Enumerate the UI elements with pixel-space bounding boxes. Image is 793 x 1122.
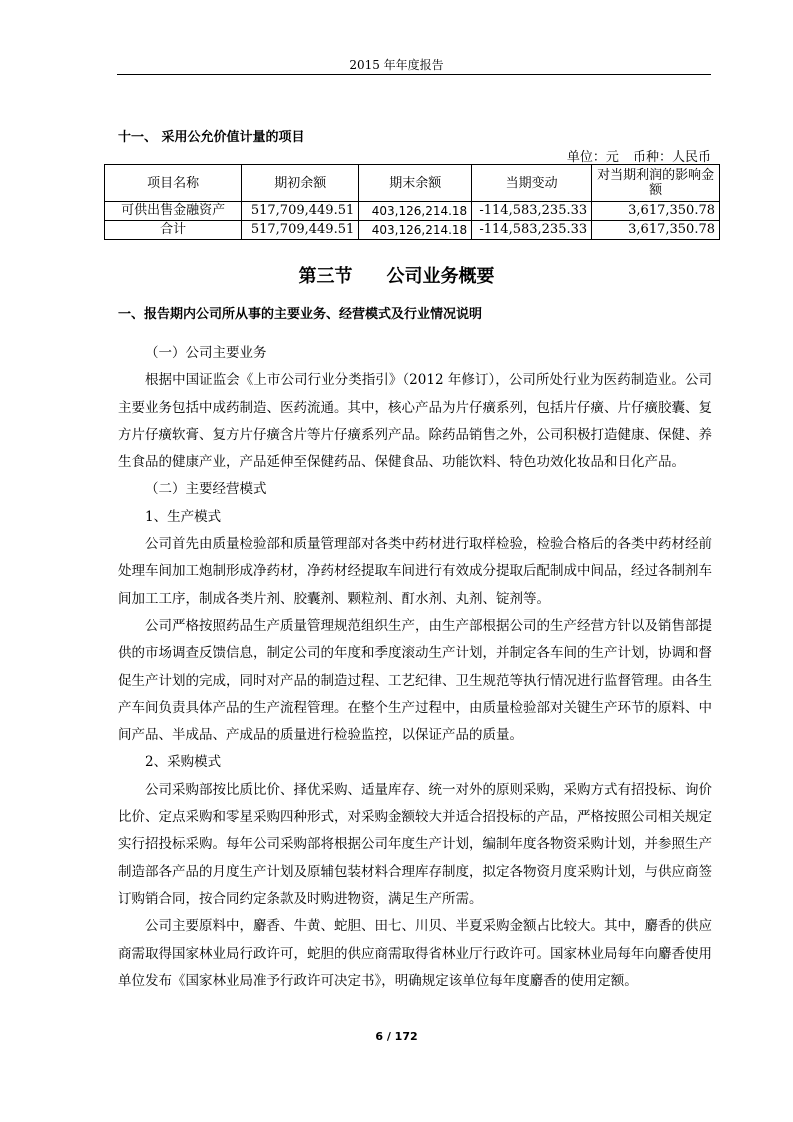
table-row	[105, 221, 720, 240]
row-name: 可供出售金融资产	[105, 202, 242, 221]
chapter-number: 第三节	[298, 266, 353, 287]
paragraph: 根据中国证监会《上市公司行业分类指引》（2012 年修订），公司所处行业为医药制造业。公司主要业务包括中成药制造、医药流通。其中，核心产品为片仔癀系列，包括片仔癀、片仔癀胶囊、复方片仔癀软膏、复方片仔癀含片等片仔癀系列产品。除药品销售之外，公司积极打造健康、保健、养生食品的健康产业，产品延伸至保健药品、保健食品、功能饮料、特色功效化妆品和日化产品。	[118, 372, 712, 471]
unit-currency-line	[563, 146, 711, 165]
chapter-name: 公司业务概要	[386, 266, 495, 287]
closing-balance: 403,126,214.18	[359, 221, 472, 240]
opening-balance: 517,709,449.51	[242, 221, 359, 240]
closing-balance: 403,126,214.18	[359, 202, 472, 221]
table-row	[105, 202, 720, 221]
column-header: 期初余额	[242, 165, 359, 202]
subsection-heading: 2、采购模式	[145, 754, 222, 771]
row-name: 合计	[105, 221, 242, 240]
chapter-title	[0, 262, 793, 288]
subsection-heading: （二）主要经营模式	[145, 481, 267, 498]
profit-impact: 3,617,350.78	[592, 221, 720, 240]
column-header: 项目名称	[105, 165, 242, 202]
paragraph: 公司首先由质量检验部和质量管理部对各类中药材进行取样检验，检验合格后的各类中药材经前处理车间加工炮制形成净药材，净药材经提取车间进行有效成分提取后配制成中间品，经过各制剂车间加工工序，制成各类片剂、胶囊剂、颗粒剂、酊水剂、丸剂、锭剂等。	[118, 536, 712, 607]
header-divider	[117, 74, 711, 75]
unit-label: 单位：元	[566, 150, 619, 165]
paragraph: 公司主要原料中，麝香、牛黄、蛇胆、田七、川贝、半夏采购金额占比较大。其中，麝香的供应商需取得国家林业局行政许可，蛇胆的供应商需取得省林业厅行政许可。国家林业局每年向麝香使用单位发布《国家林业局准予行政许可决定书》，明确规定该单位每年度麝香的使用定额。	[118, 918, 712, 989]
profit-impact: 3,617,350.78	[592, 202, 720, 221]
period-change: -114,583,235.33	[472, 202, 592, 221]
column-header: 当期变动	[472, 165, 592, 202]
section-heading: 一、报告期内公司所从事的主要业务、经营模式及行业情况说明	[118, 307, 483, 322]
page-number: 6 / 172	[375, 1030, 418, 1043]
paragraph: 公司严格按照药品生产质量管理规范组织生产，由生产部根据公司的生产经营方针以及销售部提供的市场调查反馈信息，制定公司的年度和季度滚动生产计划，并制定各车间的生产计划，协调和督促生产计划的完成，同时对产品的制造过程、工艺纪律、卫生规范等执行情况进行监督管理。由各生产车间负责具体产品的生产流程管理。在整个生产过程中，由质量检验部对关键生产环节的原料、中间产品、半成品、产成品的质量进行检验监控，以保证产品的质量。	[118, 617, 712, 744]
body-text	[118, 340, 712, 995]
column-header: 期末余额	[359, 165, 472, 202]
fair-value-heading: 十一、 采用公允价值计量的项目	[118, 130, 305, 145]
paragraph: 公司采购部按比质比价、择优采购、适量库存、统一对外的原则采购，采购方式有招投标、询价比价、定点采购和零星采购四种形式，对采购金额较大并适合招投标的产品，严格按照公司相关规定实行招投标采购。每年公司采购部将根据公司年度生产计划，编制年度各物资采购计划，并参照生产制造部各产品的月度生产计划及原辅包装材料合理库存制度，拟定各物资月度采购计划，与供应商签订购销合同，按合同约定条款及时购进物资，满足生产所需。	[118, 781, 712, 907]
subsection-heading: 1、生产模式	[145, 508, 222, 525]
report-header-title: 2015 年年度报告	[349, 58, 444, 72]
subsection-heading: （一）公司主要业务	[145, 345, 267, 361]
fair-value-table	[104, 164, 720, 240]
column-header: 对当期利润的影响金额	[592, 165, 720, 202]
currency-label: 币种：人民币	[632, 150, 711, 165]
period-change: -114,583,235.33	[472, 221, 592, 240]
table-header-row	[105, 165, 720, 202]
opening-balance: 517,709,449.51	[242, 202, 359, 221]
